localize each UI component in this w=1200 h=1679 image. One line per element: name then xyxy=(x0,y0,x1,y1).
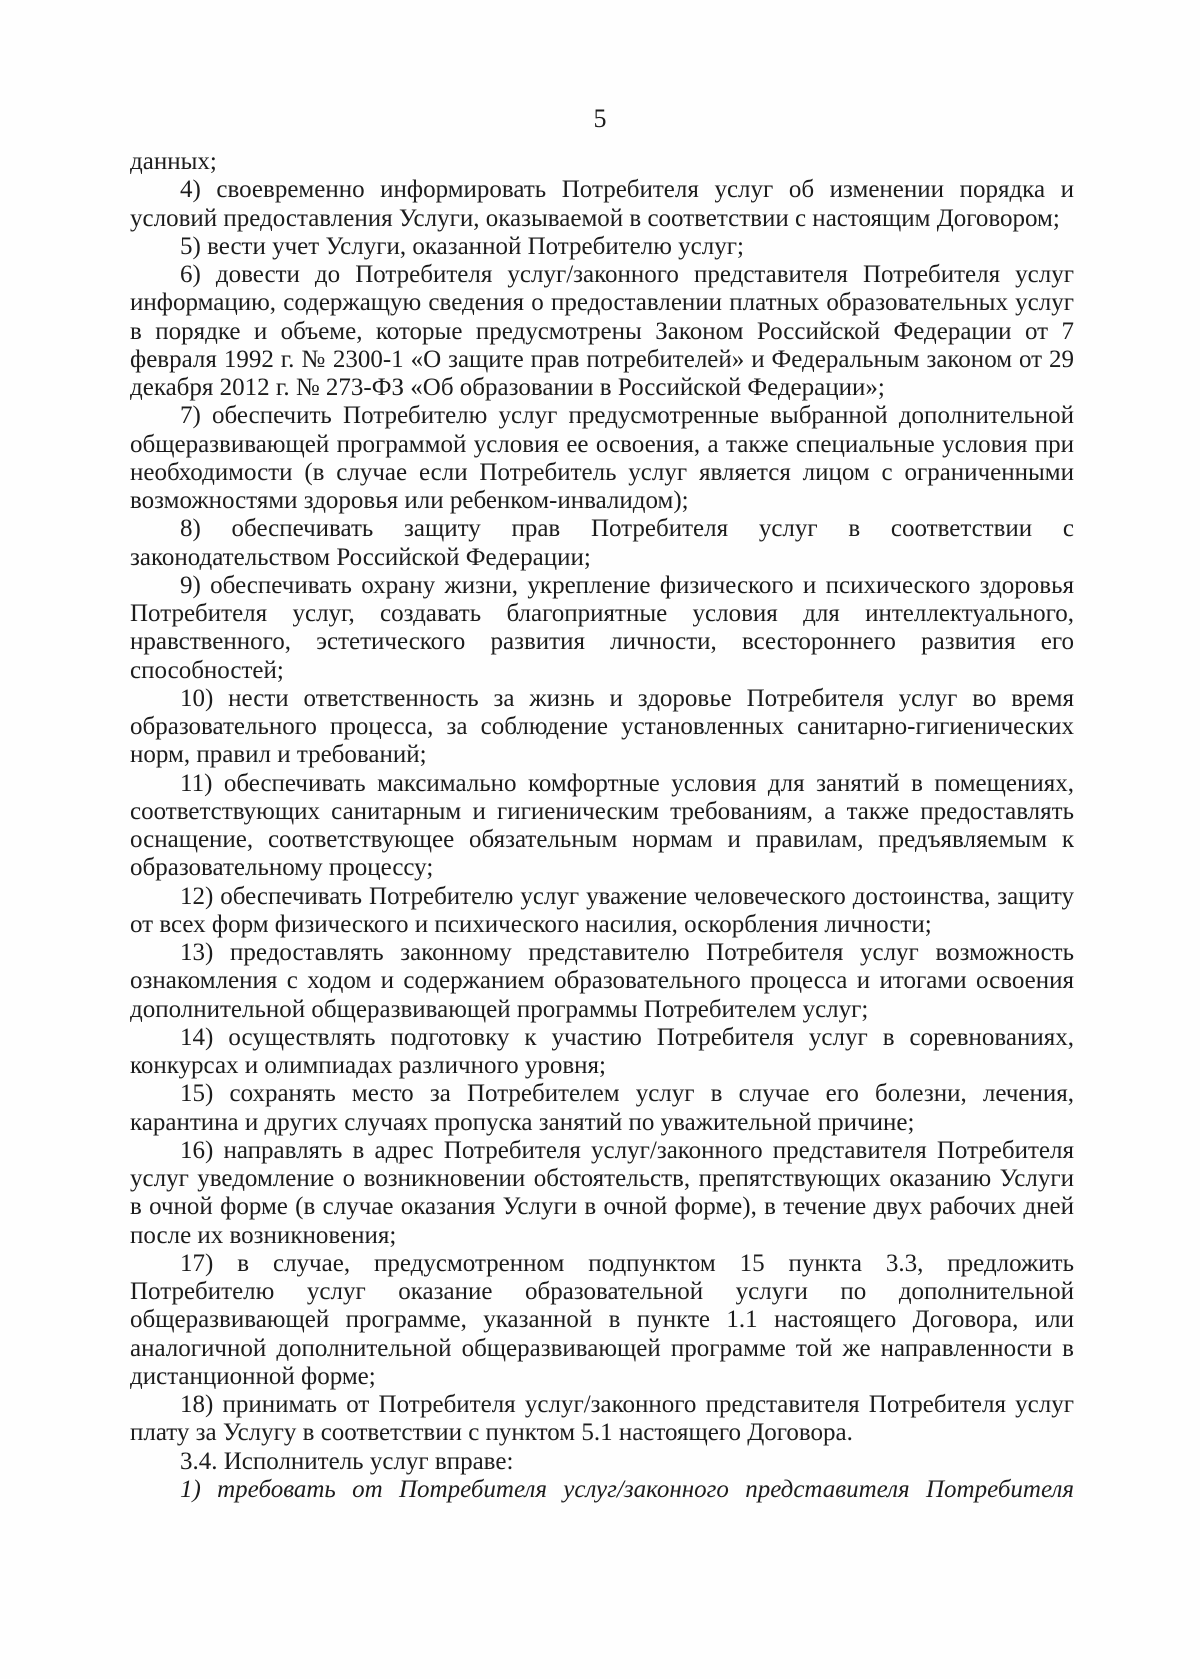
paragraph-item-14: 14) осуществлять подготовку к участию Потребителя услуг в соревнованиях, конкурсах и олимпиадах различного уровня; xyxy=(130,1023,1074,1079)
paragraph-item-12: 12) обеспечивать Потребителю услуг уважение человеческого достоинства, защиту от всех форм физического и психического насилия, оскорбления личности; xyxy=(130,882,1074,938)
paragraph-item-18: 18) принимать от Потребителя услуг/законного представителя Потребителя услуг плату за Услугу в соответствии с пунктом 5.1 настоящего Договора. xyxy=(130,1391,1074,1447)
paragraph-item-7: 7) обеспечить Потребителю услуг предусмотренные выбранной дополнительной общеразвивающей программой условия ее освоения, а также специальные условия при необходимости (в случае если Потребитель услуг является лицом с ограниченными возможностями здоровья или ребенком-инвалидом); xyxy=(130,402,1074,514)
paragraph-item-13: 13) предоставлять законному представителю Потребителя услуг возможность ознакомления с ходом и содержанием образовательного процесса и итогами освоения дополнительной общеразвивающей программы Потребителем услуг; xyxy=(130,939,1074,1023)
paragraph-item-5: 5) вести учет Услуги, оказанной Потребителю услуг; xyxy=(180,232,744,260)
paragraph-item-16: 16) направлять в адрес Потребителя услуг/законного представителя Потребителя услуг уведомление о возникновении обстоятельств, препятствующих оказанию Услуги в очной форме (в случае оказания Услуги в очной форме), в течение двух рабочих дней после их возникновения; xyxy=(130,1136,1074,1249)
paragraph-item-15: 15) сохранять место за Потребителем услуг в случае его болезни, лечения, карантина и других случаях пропуска занятий по уважительной причине; xyxy=(130,1080,1074,1136)
paragraph-continuation: данных; xyxy=(130,148,217,175)
paragraph-item-9: 9) обеспечивать охрану жизни, укрепление физического и психического здоровья Потребителя услуг, создавать благоприятные условия для интеллектуального, нравственного, эстетического развития личности, всестороннего развития его способностей; xyxy=(130,571,1074,684)
paragraph-item-10: 10) нести ответственность за жизнь и здоровье Потребителя услуг во время образовательного процесса, за соблюдение установленных санитарно-гигиенических норм, правил и требований; xyxy=(130,684,1074,769)
paragraph-rights-item-1: 1) требовать от Потребителя услуг/законного представителя Потребителя xyxy=(180,1475,1074,1503)
paragraph-item-8: 8) обеспечивать защиту прав Потребителя услуг в соответствии с законодательством Российской Федерации; xyxy=(130,515,1074,571)
section-heading-3-4: 3.4. Исполнитель услуг вправе: xyxy=(180,1447,514,1475)
paragraph-item-17: 17) в случае, предусмотренном подпунктом 15 пункта 3.3, предложить Потребителю услуг оказание образовательной услуги по дополнительной общеразвивающей программе, указанной в пункте 1.1 настоящего Договора, или аналогичной дополнительной общеразвивающей программе той же направленности в дистанционной форме; xyxy=(130,1249,1074,1390)
document-body xyxy=(130,148,1074,1504)
paragraph-item-11: 11) обеспечивать максимально комфортные условия для занятий в помещениях, соответствующих санитарным и гигиеническим требованиям, а также предоставлять оснащение, соответствующее обязательным нормам и правилам, предъявляемым к образовательному процессу; xyxy=(130,769,1074,882)
paragraph-item-6: 6) довести до Потребителя услуг/законного представителя Потребителя услуг информацию, содержащую сведения о предоставлении платных образовательных услуг в порядке и объеме, которые предусмотрены Законом Российской Федерации от 7 февраля 1992 г. № 2300-1 «О защите прав потребителей» и Федеральным законом от 29 декабря 2012 г. № 273-ФЗ «Об образовании в Российской Федерации»; xyxy=(130,261,1074,401)
page-number: 5 xyxy=(593,104,607,133)
paragraph-item-4: 4) своевременно информировать Потребителя услуг об изменении порядка и условий предоставления Услуги, оказываемой в соответствии с настоящим Договором; xyxy=(130,176,1074,232)
